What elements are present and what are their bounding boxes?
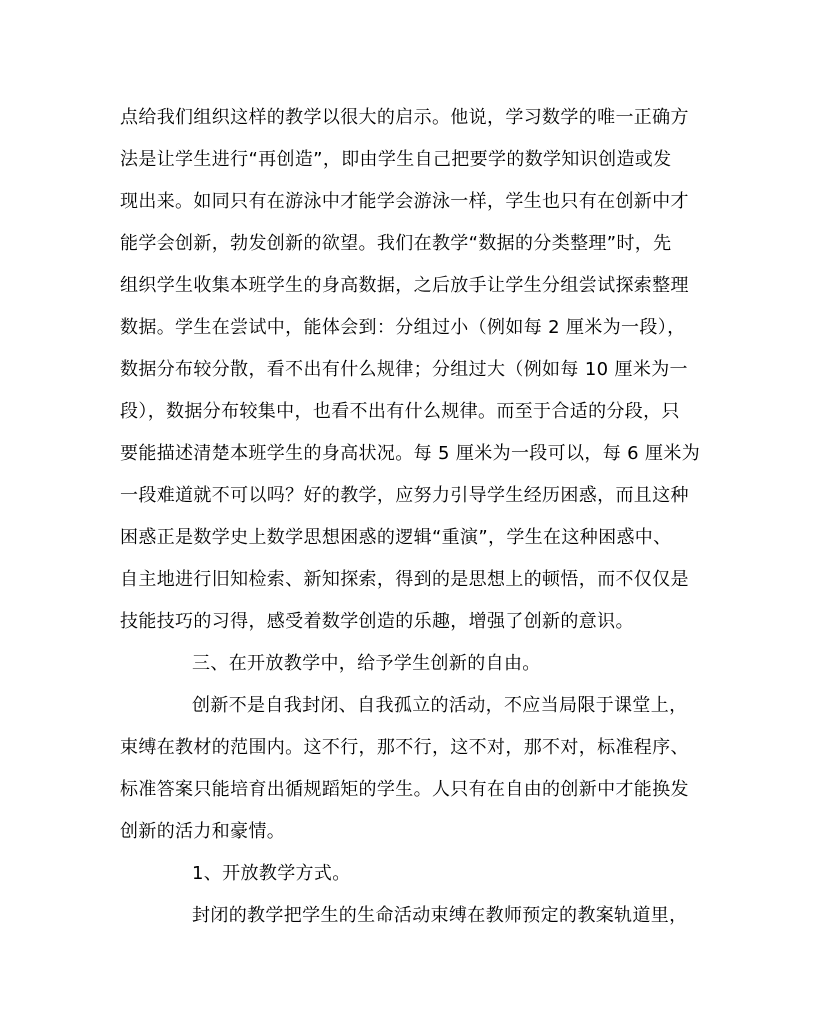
body-text-line: 一段难道就不可以吗？好的教学，应努力引导学生经历困惑，而且这种 — [120, 485, 689, 506]
body-text-line: 自主地进行旧知检索、新知探索，得到的是思想上的顿悟，而不仅仅是 — [120, 569, 689, 590]
body-text-line: 困惑正是数学史上数学思想困惑的逻辑“重演”，学生在这种困惑中、 — [120, 527, 672, 548]
body-text-line: 数据。学生在尝试中，能体会到：分组过小（例如每 2 厘米为一段）， — [120, 317, 686, 338]
body-text-line: 要能描述清楚本班学生的身高状况。每 5 厘米为一段可以，每 6 厘米为 — [120, 443, 701, 464]
body-text-line: 组织学生收集本班学生的身高数据，之后放手让学生分组尝试探索整理 — [120, 275, 689, 296]
body-text-line: 点给我们组织这样的教学以很大的启示。他说，学习数学的唯一正确方 — [120, 107, 689, 128]
subsection-heading: 1、开放教学方式。 — [192, 863, 351, 884]
section-heading: 三、在开放教学中，给予学生创新的自由。 — [192, 653, 541, 674]
body-text-line: 能学会创新，勃发创新的欲望。我们在教学“数据的分类整理”时，先 — [120, 233, 672, 254]
body-text-line: 束缚在教材的范围内。这不行，那不行，这不对，那不对，标准程序、 — [120, 737, 689, 758]
body-text-line: 创新不是自我封闭、自我孤立的活动，不应当局限于课堂上， — [192, 695, 688, 716]
body-text-line: 封闭的教学把学生的生命活动束缚在教师预定的教案轨道里， — [192, 905, 688, 926]
body-text-line: 创新的活力和豪情。 — [120, 821, 286, 842]
body-text-line: 现出来。如同只有在游泳中才能学会游泳一样，学生也只有在创新中才 — [120, 191, 689, 212]
body-text-line: 法是让学生进行“再创造”，即由学生自己把要学的数学知识创造或发 — [120, 149, 672, 170]
body-text-line: 段），数据分布较集中，也看不出有什么规律。而至于合适的分段，只 — [120, 401, 680, 422]
body-text-line: 数据分布较分散，看不出有什么规律；分组过大（例如每 10 厘米为一 — [120, 359, 688, 380]
body-text-line: 技能技巧的习得，感受着数学创造的乐趣，增强了创新的意识。 — [120, 611, 634, 632]
body-text-line: 标准答案只能培育出循规蹈矩的学生。人只有在自由的创新中才能换发 — [120, 779, 689, 800]
